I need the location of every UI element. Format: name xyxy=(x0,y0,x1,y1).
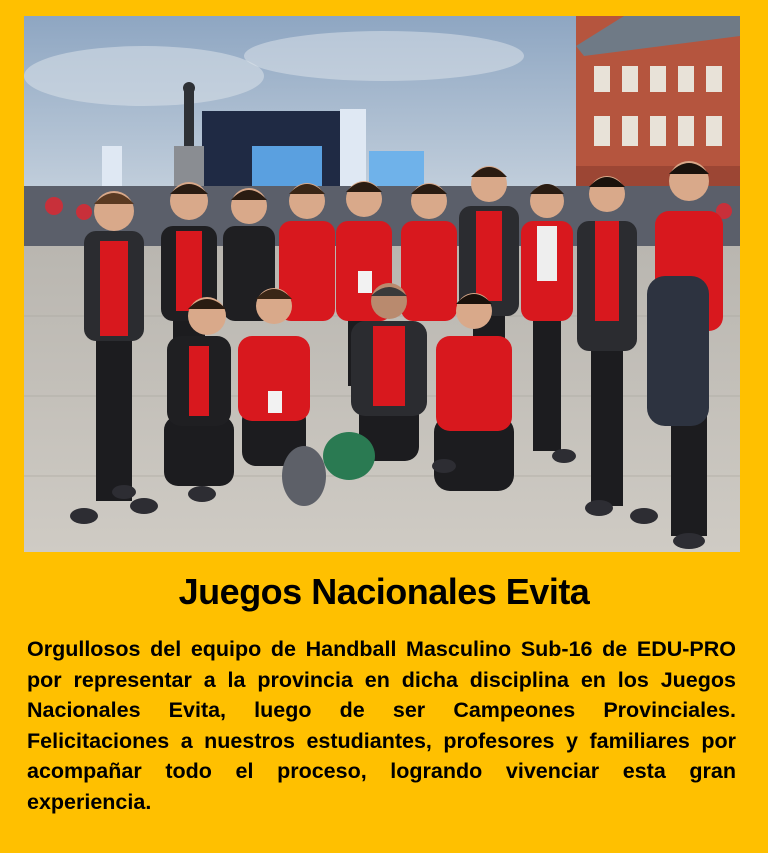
description-paragraph: Orgullosos del equipo de Handball Masculino Sub-16 de EDU-PRO por representar a la provincia en dicha disciplina en los Juegos Nacionales Evita, luego de ser Campeones Provinciales. Felicitaciones a nuestros estudiantes, profesores y familiares por acompañar todo el proceso, logrando vivenciar esta gran experiencia. xyxy=(27,637,736,814)
team-photo xyxy=(24,16,740,552)
page-title: Juegos Nacionales Evita xyxy=(178,571,590,612)
